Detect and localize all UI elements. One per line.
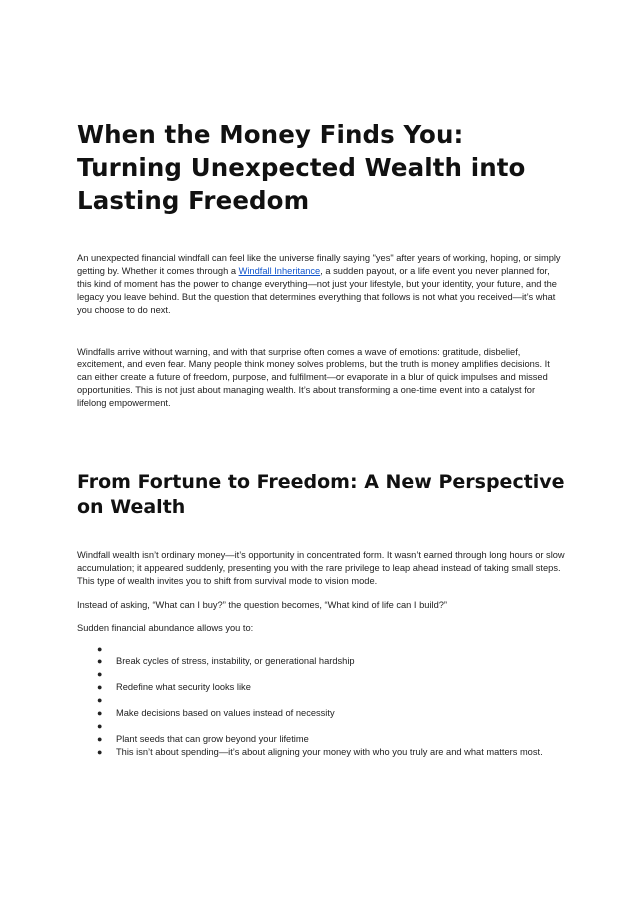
list-item-text: This isn’t about spending—it’s about aligning your money with who you truly are and what matters most. <box>116 746 543 757</box>
intro-paragraph-2: Windfalls arrive without warning, and with that surprise often comes a wave of emotions: gratitude, disbelief, excitement, and even fear. Many people think money solves problems, but the truth is money amplifies decisions. It can either create a future of freedom, purpose, and fulfilment—or evaporate in a blur of quick impulses and missed opportunities. This is not just about managing wealth. It’s about transforming a one-time event into a catalyst for lifelong empowerment. <box>77 346 550 409</box>
document-body <box>77 118 565 759</box>
bullet-icon: ● <box>97 695 103 706</box>
bullet-icon: ● <box>97 656 103 667</box>
bullet-icon: ● <box>97 733 103 744</box>
bullet-icon: ● <box>97 746 103 757</box>
intro-text-before-link: An unexpected financial windfall can feel like the universe finally saying "yes" after years of working, hoping, or simply getting by. Whether it comes through a <box>77 253 561 276</box>
section-heading: From Fortune to Freedom: A New Perspective on Wealth <box>77 471 565 519</box>
list-item-text: Break cycles of stress, instability, or generational hardship <box>116 656 355 667</box>
list-item <box>77 733 565 746</box>
list-item <box>77 707 565 720</box>
bullet-list <box>77 643 565 759</box>
list-item-text: Redefine what security looks like <box>116 682 251 693</box>
page-title: When the Money Finds You: Turning Unexpected Wealth into Lasting Freedom <box>77 120 526 215</box>
intro-paragraph-1 <box>77 252 565 317</box>
section-paragraph-2: Instead of asking, “What can I buy?” the question becomes, “What kind of life can I build?” <box>77 599 448 610</box>
section-paragraph-3: Sudden financial abundance allows you to: <box>77 622 254 633</box>
list-item <box>77 668 565 681</box>
bullet-icon: ● <box>97 643 103 654</box>
bullet-icon: ● <box>97 682 103 693</box>
list-item <box>77 643 565 656</box>
list-item <box>77 720 565 733</box>
list-item <box>77 746 565 759</box>
list-item-text: Plant seeds that can grow beyond your lifetime <box>116 733 309 744</box>
list-item <box>77 655 565 668</box>
bullet-icon: ● <box>97 708 103 719</box>
list-item <box>77 681 565 694</box>
bullet-icon: ● <box>97 720 103 731</box>
section-paragraph-1: Windfall wealth isn’t ordinary money—it’s opportunity in concentrated form. It wasn’t earned through long hours or slow accumulation; it appeared suddenly, presenting you with the rare privilege to leap ahead instead of taking small steps. This type of wealth invites you to shift from survival mode to vision mode. <box>77 550 565 586</box>
bullet-icon: ● <box>97 669 103 680</box>
intro-text-after-link: , a sudden payout, or a life event you never planned for, this kind of moment has the power to change everything—not just your lifestyle, but your identity, your future, and the legacy you leave behind. But the question that determines everything that follows is not what you received—it’s what you choose to do next. <box>77 265 557 315</box>
list-item <box>77 694 565 707</box>
list-item-text: Make decisions based on values instead of necessity <box>116 708 335 719</box>
windfall-inheritance-link[interactable]: Windfall Inheritance <box>238 265 321 276</box>
